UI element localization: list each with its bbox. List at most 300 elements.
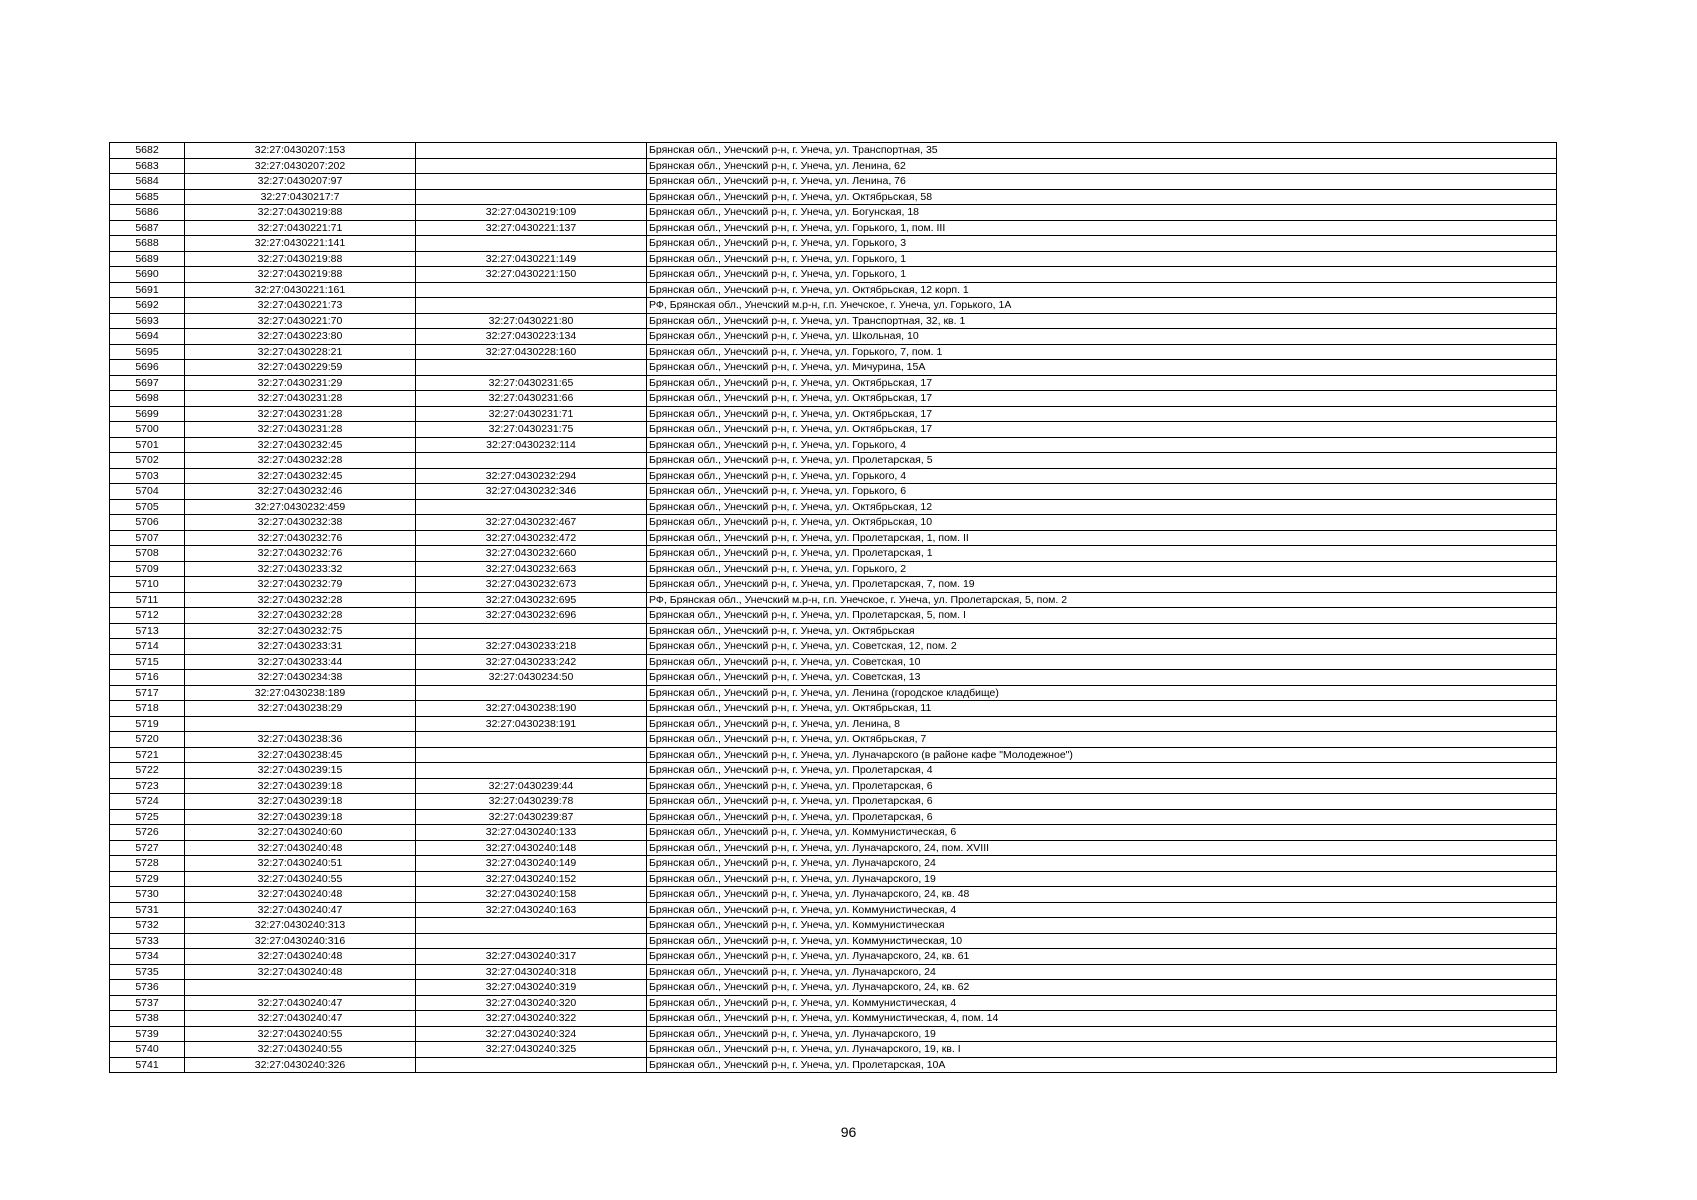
related-cadastral-number-cell: 32:27:0430221:137 — [416, 220, 647, 236]
row-number-cell: 5741 — [110, 1057, 185, 1073]
address-cell: Брянская обл., Унечский р-н, г. Унеча, ул. Октябрьская, 7 — [647, 732, 1557, 748]
table-row — [110, 592, 1557, 608]
row-number-cell: 5709 — [110, 561, 185, 577]
row-number-cell: 5691 — [110, 282, 185, 298]
table-row — [110, 515, 1557, 531]
address-cell: Брянская обл., Унечский р-н, г. Унеча, ул. Октябрьская, 58 — [647, 189, 1557, 205]
address-cell: Брянская обл., Унечский р-н, г. Унеча, ул. Горького, 6 — [647, 484, 1557, 500]
row-number-cell: 5722 — [110, 763, 185, 779]
cadastral-number-cell: 32:27:0430233:44 — [185, 654, 416, 670]
address-cell: Брянская обл., Унечский р-н, г. Унеча, ул. Коммунистическая, 6 — [647, 825, 1557, 841]
related-cadastral-number-cell — [416, 360, 647, 376]
related-cadastral-number-cell: 32:27:0430240:163 — [416, 902, 647, 918]
cadastral-number-cell: 32:27:0430240:48 — [185, 840, 416, 856]
table-body — [110, 143, 1557, 1073]
row-number-cell: 5699 — [110, 406, 185, 422]
address-cell: Брянская обл., Унечский р-н, г. Унеча, ул. Советская, 13 — [647, 670, 1557, 686]
address-cell: Брянская обл., Унечский р-н, г. Унеча, ул. Луначарского, 24, кв. 48 — [647, 887, 1557, 903]
cadastral-number-cell: 32:27:0430221:71 — [185, 220, 416, 236]
table-row — [110, 639, 1557, 655]
cadastral-number-cell: 32:27:0430219:88 — [185, 251, 416, 267]
row-number-cell: 5718 — [110, 701, 185, 717]
address-cell: Брянская обл., Унечский р-н, г. Унеча, ул. Пролетарская, 6 — [647, 778, 1557, 794]
row-number-cell: 5705 — [110, 499, 185, 515]
cadastral-number-cell: 32:27:0430239:15 — [185, 763, 416, 779]
cadastral-number-cell: 32:27:0430219:88 — [185, 267, 416, 283]
row-number-cell: 5724 — [110, 794, 185, 810]
row-number-cell: 5714 — [110, 639, 185, 655]
cadastral-number-cell: 32:27:0430232:75 — [185, 623, 416, 639]
table-row — [110, 158, 1557, 174]
row-number-cell: 5727 — [110, 840, 185, 856]
address-cell: Брянская обл., Унечский р-н, г. Унеча, ул. Горького, 1 — [647, 267, 1557, 283]
table-row — [110, 189, 1557, 205]
cadastral-number-cell: 32:27:0430207:97 — [185, 174, 416, 190]
row-number-cell: 5701 — [110, 437, 185, 453]
cadastral-number-cell: 32:27:0430232:45 — [185, 468, 416, 484]
row-number-cell: 5716 — [110, 670, 185, 686]
address-cell: Брянская обл., Унечский р-н, г. Унеча, ул. Ленина, 62 — [647, 158, 1557, 174]
cadastral-number-cell: 32:27:0430240:55 — [185, 871, 416, 887]
related-cadastral-number-cell: 32:27:0430239:78 — [416, 794, 647, 810]
related-cadastral-number-cell: 32:27:0430240:324 — [416, 1026, 647, 1042]
cadastral-number-cell: 32:27:0430240:51 — [185, 856, 416, 872]
related-cadastral-number-cell: 32:27:0430232:346 — [416, 484, 647, 500]
related-cadastral-number-cell: 32:27:0430239:44 — [416, 778, 647, 794]
table-row — [110, 887, 1557, 903]
address-cell: Брянская обл., Унечский р-н, г. Унеча, ул. Коммунистическая, 4 — [647, 995, 1557, 1011]
cadastral-number-cell: 32:27:0430219:88 — [185, 205, 416, 221]
address-cell: РФ, Брянская обл., Унечский м.р-н, г.п. Унечское, г. Унеча, ул. Пролетарская, 5, пом. 2 — [647, 592, 1557, 608]
property-registry-table — [109, 142, 1557, 1073]
row-number-cell: 5720 — [110, 732, 185, 748]
address-cell: Брянская обл., Унечский р-н, г. Унеча, ул. Октябрьская, 17 — [647, 422, 1557, 438]
related-cadastral-number-cell: 32:27:0430232:695 — [416, 592, 647, 608]
address-cell: Брянская обл., Унечский р-н, г. Унеча, ул. Горького, 7, пом. 1 — [647, 344, 1557, 360]
address-cell: Брянская обл., Унечский р-н, г. Унеча, ул. Пролетарская, 6 — [647, 794, 1557, 810]
cadastral-number-cell: 32:27:0430228:21 — [185, 344, 416, 360]
related-cadastral-number-cell: 32:27:0430240:317 — [416, 949, 647, 965]
related-cadastral-number-cell — [416, 282, 647, 298]
row-number-cell: 5732 — [110, 918, 185, 934]
related-cadastral-number-cell — [416, 236, 647, 252]
address-cell: Брянская обл., Унечский р-н, г. Унеча, ул. Транспортная, 32, кв. 1 — [647, 313, 1557, 329]
address-cell: Брянская обл., Унечский р-н, г. Унеча, ул. Луначарского, 24 — [647, 964, 1557, 980]
table-row — [110, 205, 1557, 221]
address-cell: Брянская обл., Унечский р-н, г. Унеча, ул. Коммунистическая, 4, пом. 14 — [647, 1011, 1557, 1027]
address-cell: Брянская обл., Унечский р-н, г. Унеча, ул. Луначарского, 24 — [647, 856, 1557, 872]
row-number-cell: 5737 — [110, 995, 185, 1011]
row-number-cell: 5728 — [110, 856, 185, 872]
address-cell: Брянская обл., Унечский р-н, г. Унеча, ул. Ленина, 8 — [647, 716, 1557, 732]
related-cadastral-number-cell: 32:27:0430232:660 — [416, 546, 647, 562]
cadastral-number-cell: 32:27:0430238:45 — [185, 747, 416, 763]
related-cadastral-number-cell — [416, 453, 647, 469]
cadastral-number-cell: 32:27:0430231:29 — [185, 375, 416, 391]
row-number-cell: 5739 — [110, 1026, 185, 1042]
address-cell: Брянская обл., Унечский р-н, г. Унеча, ул. Пролетарская, 10А — [647, 1057, 1557, 1073]
related-cadastral-number-cell: 32:27:0430232:472 — [416, 530, 647, 546]
table-row — [110, 902, 1557, 918]
table-row — [110, 499, 1557, 515]
related-cadastral-number-cell — [416, 189, 647, 205]
address-cell: Брянская обл., Унечский р-н, г. Унеча, ул. Коммунистическая, 10 — [647, 933, 1557, 949]
table-row — [110, 530, 1557, 546]
address-cell: Брянская обл., Унечский р-н, г. Унеча, ул. Горького, 2 — [647, 561, 1557, 577]
cadastral-number-cell: 32:27:0430240:313 — [185, 918, 416, 934]
cadastral-number-cell: 32:27:0430239:18 — [185, 778, 416, 794]
related-cadastral-number-cell — [416, 158, 647, 174]
cadastral-number-cell: 32:27:0430232:46 — [185, 484, 416, 500]
table-row — [110, 670, 1557, 686]
related-cadastral-number-cell: 32:27:0430240:149 — [416, 856, 647, 872]
row-number-cell: 5731 — [110, 902, 185, 918]
related-cadastral-number-cell: 32:27:0430231:66 — [416, 391, 647, 407]
table-row — [110, 143, 1557, 159]
related-cadastral-number-cell — [416, 732, 647, 748]
cadastral-number-cell: 32:27:0430240:47 — [185, 995, 416, 1011]
cadastral-number-cell: 32:27:0430240:60 — [185, 825, 416, 841]
address-cell: Брянская обл., Унечский р-н, г. Унеча, ул. Луначарского, 24, пом. XVIII — [647, 840, 1557, 856]
related-cadastral-number-cell: 32:27:0430232:663 — [416, 561, 647, 577]
cadastral-number-cell: 32:27:0430232:28 — [185, 608, 416, 624]
table-row — [110, 1042, 1557, 1058]
related-cadastral-number-cell — [416, 174, 647, 190]
address-cell: Брянская обл., Унечский р-н, г. Унеча, ул. Луначарского, 19, кв. I — [647, 1042, 1557, 1058]
row-number-cell: 5706 — [110, 515, 185, 531]
address-cell: Брянская обл., Унечский р-н, г. Унеча, ул. Октябрьская — [647, 623, 1557, 639]
cadastral-number-cell: 32:27:0430223:80 — [185, 329, 416, 345]
address-cell: Брянская обл., Унечский р-н, г. Унеча, ул. Горького, 1, пом. III — [647, 220, 1557, 236]
row-number-cell: 5712 — [110, 608, 185, 624]
table-row — [110, 546, 1557, 562]
table-row — [110, 174, 1557, 190]
address-cell: Брянская обл., Унечский р-н, г. Унеча, ул. Пролетарская, 4 — [647, 763, 1557, 779]
row-number-cell: 5683 — [110, 158, 185, 174]
cadastral-number-cell: 32:27:0430232:28 — [185, 592, 416, 608]
table-row — [110, 809, 1557, 825]
row-number-cell: 5695 — [110, 344, 185, 360]
address-cell: Брянская обл., Унечский р-н, г. Унеча, ул. Мичурина, 15А — [647, 360, 1557, 376]
address-cell: Брянская обл., Унечский р-н, г. Унеча, ул. Ленина, 76 — [647, 174, 1557, 190]
related-cadastral-number-cell: 32:27:0430240:148 — [416, 840, 647, 856]
cadastral-number-cell: 32:27:0430221:141 — [185, 236, 416, 252]
table-row — [110, 220, 1557, 236]
cadastral-number-cell: 32:27:0430232:45 — [185, 437, 416, 453]
cadastral-number-cell: 32:27:0430240:55 — [185, 1026, 416, 1042]
table-row — [110, 716, 1557, 732]
table-row — [110, 701, 1557, 717]
address-cell: Брянская обл., Унечский р-н, г. Унеча, ул. Горького, 3 — [647, 236, 1557, 252]
table-row — [110, 437, 1557, 453]
row-number-cell: 5710 — [110, 577, 185, 593]
cadastral-number-cell: 32:27:0430238:36 — [185, 732, 416, 748]
related-cadastral-number-cell: 32:27:0430240:320 — [416, 995, 647, 1011]
row-number-cell: 5684 — [110, 174, 185, 190]
table-row — [110, 933, 1557, 949]
table-row — [110, 313, 1557, 329]
table-row — [110, 360, 1557, 376]
table-row — [110, 654, 1557, 670]
address-cell: РФ, Брянская обл., Унечский м.р-н, г.п. Унечское, г. Унеча, ул. Горького, 1А — [647, 298, 1557, 314]
table-row — [110, 856, 1557, 872]
table-row — [110, 964, 1557, 980]
cadastral-number-cell: 32:27:0430232:459 — [185, 499, 416, 515]
table-row — [110, 778, 1557, 794]
table-row — [110, 980, 1557, 996]
address-cell: Брянская обл., Унечский р-н, г. Унеча, ул. Октябрьская, 10 — [647, 515, 1557, 531]
cadastral-number-cell: 32:27:0430231:28 — [185, 422, 416, 438]
related-cadastral-number-cell: 32:27:0430221:149 — [416, 251, 647, 267]
cadastral-number-cell: 32:27:0430221:161 — [185, 282, 416, 298]
cadastral-number-cell: 32:27:0430231:28 — [185, 391, 416, 407]
related-cadastral-number-cell: 32:27:0430221:150 — [416, 267, 647, 283]
related-cadastral-number-cell — [416, 143, 647, 159]
table-row — [110, 871, 1557, 887]
row-number-cell: 5726 — [110, 825, 185, 841]
row-number-cell: 5736 — [110, 980, 185, 996]
page-number: 96 — [840, 1124, 857, 1140]
table-row — [110, 391, 1557, 407]
cadastral-number-cell: 32:27:0430232:76 — [185, 546, 416, 562]
table-row — [110, 422, 1557, 438]
cadastral-number-cell: 32:27:0430231:28 — [185, 406, 416, 422]
row-number-cell: 5738 — [110, 1011, 185, 1027]
related-cadastral-number-cell: 32:27:0430234:50 — [416, 670, 647, 686]
related-cadastral-number-cell — [416, 298, 647, 314]
row-number-cell: 5735 — [110, 964, 185, 980]
related-cadastral-number-cell: 32:27:0430240:158 — [416, 887, 647, 903]
related-cadastral-number-cell — [416, 1057, 647, 1073]
row-number-cell: 5700 — [110, 422, 185, 438]
cadastral-number-cell: 32:27:0430240:48 — [185, 964, 416, 980]
cadastral-number-cell: 32:27:0430229:59 — [185, 360, 416, 376]
related-cadastral-number-cell: 32:27:0430238:190 — [416, 701, 647, 717]
related-cadastral-number-cell: 32:27:0430232:114 — [416, 437, 647, 453]
address-cell: Брянская обл., Унечский р-н, г. Унеча, ул. Луначарского (в районе кафе "Молодежное") — [647, 747, 1557, 763]
row-number-cell: 5711 — [110, 592, 185, 608]
address-cell: Брянская обл., Унечский р-н, г. Унеча, ул. Пролетарская, 6 — [647, 809, 1557, 825]
cadastral-number-cell: 32:27:0430239:18 — [185, 809, 416, 825]
row-number-cell: 5692 — [110, 298, 185, 314]
address-cell: Брянская обл., Унечский р-н, г. Унеча, ул. Луначарского, 19 — [647, 871, 1557, 887]
address-cell: Брянская обл., Унечский р-н, г. Унеча, ул. Октябрьская, 17 — [647, 391, 1557, 407]
table-row — [110, 298, 1557, 314]
table-row — [110, 344, 1557, 360]
table-row — [110, 825, 1557, 841]
cadastral-number-cell: 32:27:0430240:47 — [185, 1011, 416, 1027]
related-cadastral-number-cell: 32:27:0430231:65 — [416, 375, 647, 391]
table-row — [110, 267, 1557, 283]
table-row — [110, 608, 1557, 624]
address-cell: Брянская обл., Унечский р-н, г. Унеча, ул. Коммунистическая, 4 — [647, 902, 1557, 918]
cadastral-number-cell: 32:27:0430217:7 — [185, 189, 416, 205]
cadastral-number-cell: 32:27:0430239:18 — [185, 794, 416, 810]
table-row — [110, 995, 1557, 1011]
related-cadastral-number-cell: 32:27:0430219:109 — [416, 205, 647, 221]
related-cadastral-number-cell: 32:27:0430221:80 — [416, 313, 647, 329]
cadastral-number-cell: 32:27:0430240:326 — [185, 1057, 416, 1073]
cadastral-number-cell: 32:27:0430232:28 — [185, 453, 416, 469]
table-row — [110, 236, 1557, 252]
row-number-cell: 5723 — [110, 778, 185, 794]
cadastral-number-cell: 32:27:0430232:76 — [185, 530, 416, 546]
row-number-cell: 5697 — [110, 375, 185, 391]
table-row — [110, 949, 1557, 965]
related-cadastral-number-cell: 32:27:0430232:467 — [416, 515, 647, 531]
table-row — [110, 561, 1557, 577]
row-number-cell: 5702 — [110, 453, 185, 469]
address-cell: Брянская обл., Унечский р-н, г. Унеча, ул. Горького, 4 — [647, 468, 1557, 484]
table-row — [110, 468, 1557, 484]
related-cadastral-number-cell: 32:27:0430231:75 — [416, 422, 647, 438]
row-number-cell: 5713 — [110, 623, 185, 639]
cadastral-number-cell: 32:27:0430232:38 — [185, 515, 416, 531]
row-number-cell: 5717 — [110, 685, 185, 701]
table-row — [110, 918, 1557, 934]
row-number-cell: 5725 — [110, 809, 185, 825]
address-cell: Брянская обл., Унечский р-н, г. Унеча, ул. Пролетарская, 1 — [647, 546, 1557, 562]
address-cell: Брянская обл., Унечский р-н, г. Унеча, ул. Октябрьская, 17 — [647, 406, 1557, 422]
address-cell: Брянская обл., Унечский р-н, г. Унеча, ул. Пролетарская, 5, пом. I — [647, 608, 1557, 624]
row-number-cell: 5685 — [110, 189, 185, 205]
address-cell: Брянская обл., Унечский р-н, г. Унеча, ул. Пролетарская, 1, пом. II — [647, 530, 1557, 546]
cadastral-number-cell: 32:27:0430240:48 — [185, 949, 416, 965]
related-cadastral-number-cell: 32:27:0430233:242 — [416, 654, 647, 670]
related-cadastral-number-cell: 32:27:0430239:87 — [416, 809, 647, 825]
row-number-cell: 5733 — [110, 933, 185, 949]
row-number-cell: 5682 — [110, 143, 185, 159]
cadastral-number-cell: 32:27:0430234:38 — [185, 670, 416, 686]
related-cadastral-number-cell: 32:27:0430240:322 — [416, 1011, 647, 1027]
related-cadastral-number-cell: 32:27:0430223:134 — [416, 329, 647, 345]
table-row — [110, 577, 1557, 593]
row-number-cell: 5708 — [110, 546, 185, 562]
related-cadastral-number-cell: 32:27:0430232:673 — [416, 577, 647, 593]
cadastral-number-cell: 32:27:0430221:70 — [185, 313, 416, 329]
row-number-cell: 5734 — [110, 949, 185, 965]
address-cell: Брянская обл., Унечский р-н, г. Унеча, ул. Советская, 12, пом. 2 — [647, 639, 1557, 655]
related-cadastral-number-cell: 32:27:0430240:133 — [416, 825, 647, 841]
address-cell: Брянская обл., Унечский р-н, г. Унеча, ул. Пролетарская, 7, пом. 19 — [647, 577, 1557, 593]
address-cell: Брянская обл., Унечский р-н, г. Унеча, ул. Богунская, 18 — [647, 205, 1557, 221]
table-row — [110, 453, 1557, 469]
table-row — [110, 1011, 1557, 1027]
address-cell: Брянская обл., Унечский р-н, г. Унеча, ул. Горького, 4 — [647, 437, 1557, 453]
address-cell: Брянская обл., Унечский р-н, г. Унеча, ул. Школьная, 10 — [647, 329, 1557, 345]
row-number-cell: 5719 — [110, 716, 185, 732]
row-number-cell: 5689 — [110, 251, 185, 267]
address-cell: Брянская обл., Унечский р-н, г. Унеча, ул. Советская, 10 — [647, 654, 1557, 670]
row-number-cell: 5730 — [110, 887, 185, 903]
table-row — [110, 406, 1557, 422]
address-cell: Брянская обл., Унечский р-н, г. Унеча, ул. Октябрьская, 12 — [647, 499, 1557, 515]
related-cadastral-number-cell — [416, 933, 647, 949]
row-number-cell: 5704 — [110, 484, 185, 500]
address-cell: Брянская обл., Унечский р-н, г. Унеча, ул. Пролетарская, 5 — [647, 453, 1557, 469]
cadastral-number-cell: 32:27:0430240:47 — [185, 902, 416, 918]
row-number-cell: 5690 — [110, 267, 185, 283]
address-cell: Брянская обл., Унечский р-н, г. Унеча, ул. Луначарского, 19 — [647, 1026, 1557, 1042]
cadastral-number-cell: 32:27:0430207:153 — [185, 143, 416, 159]
cadastral-number-cell: 32:27:0430207:202 — [185, 158, 416, 174]
row-number-cell: 5698 — [110, 391, 185, 407]
table-row — [110, 763, 1557, 779]
row-number-cell: 5687 — [110, 220, 185, 236]
address-cell: Брянская обл., Унечский р-н, г. Унеча, ул. Горького, 1 — [647, 251, 1557, 267]
cadastral-number-cell — [185, 980, 416, 996]
table-row — [110, 1057, 1557, 1073]
table-row — [110, 732, 1557, 748]
row-number-cell: 5721 — [110, 747, 185, 763]
address-cell: Брянская обл., Унечский р-н, г. Унеча, ул. Луначарского, 24, кв. 62 — [647, 980, 1557, 996]
row-number-cell: 5707 — [110, 530, 185, 546]
address-cell: Брянская обл., Унечский р-н, г. Унеча, ул. Октябрьская, 11 — [647, 701, 1557, 717]
row-number-cell: 5696 — [110, 360, 185, 376]
row-number-cell: 5740 — [110, 1042, 185, 1058]
row-number-cell: 5688 — [110, 236, 185, 252]
address-cell: Брянская обл., Унечский р-н, г. Унеча, ул. Ленина (городское кладбище) — [647, 685, 1557, 701]
table-row — [110, 747, 1557, 763]
cadastral-number-cell — [185, 716, 416, 732]
row-number-cell: 5693 — [110, 313, 185, 329]
cadastral-number-cell: 32:27:0430238:29 — [185, 701, 416, 717]
related-cadastral-number-cell: 32:27:0430233:218 — [416, 639, 647, 655]
table-row — [110, 251, 1557, 267]
related-cadastral-number-cell: 32:27:0430238:191 — [416, 716, 647, 732]
cadastral-number-cell: 32:27:0430221:73 — [185, 298, 416, 314]
address-cell: Брянская обл., Унечский р-н, г. Унеча, ул. Октябрьская, 12 корп. 1 — [647, 282, 1557, 298]
related-cadastral-number-cell: 32:27:0430240:325 — [416, 1042, 647, 1058]
row-number-cell: 5715 — [110, 654, 185, 670]
cadastral-number-cell: 32:27:0430240:316 — [185, 933, 416, 949]
related-cadastral-number-cell: 32:27:0430240:319 — [416, 980, 647, 996]
table-row — [110, 375, 1557, 391]
address-cell: Брянская обл., Унечский р-н, г. Унеча, ул. Коммунистическая — [647, 918, 1557, 934]
related-cadastral-number-cell: 32:27:0430232:696 — [416, 608, 647, 624]
cadastral-number-cell: 32:27:0430240:55 — [185, 1042, 416, 1058]
table-row — [110, 623, 1557, 639]
row-number-cell: 5703 — [110, 468, 185, 484]
cadastral-number-cell: 32:27:0430233:31 — [185, 639, 416, 655]
related-cadastral-number-cell — [416, 685, 647, 701]
related-cadastral-number-cell: 32:27:0430231:71 — [416, 406, 647, 422]
table-row — [110, 685, 1557, 701]
related-cadastral-number-cell — [416, 499, 647, 515]
related-cadastral-number-cell — [416, 763, 647, 779]
related-cadastral-number-cell — [416, 623, 647, 639]
row-number-cell: 5686 — [110, 205, 185, 221]
table-row — [110, 329, 1557, 345]
cadastral-number-cell: 32:27:0430238:189 — [185, 685, 416, 701]
cadastral-number-cell: 32:27:0430232:79 — [185, 577, 416, 593]
related-cadastral-number-cell: 32:27:0430232:294 — [416, 468, 647, 484]
address-cell: Брянская обл., Унечский р-н, г. Унеча, ул. Октябрьская, 17 — [647, 375, 1557, 391]
related-cadastral-number-cell: 32:27:0430228:160 — [416, 344, 647, 360]
table-row — [110, 484, 1557, 500]
related-cadastral-number-cell: 32:27:0430240:152 — [416, 871, 647, 887]
related-cadastral-number-cell — [416, 747, 647, 763]
table-row — [110, 840, 1557, 856]
address-cell: Брянская обл., Унечский р-н, г. Унеча, ул. Луначарского, 24, кв. 61 — [647, 949, 1557, 965]
table-row — [110, 794, 1557, 810]
table-row — [110, 1026, 1557, 1042]
address-cell: Брянская обл., Унечский р-н, г. Унеча, ул. Транспортная, 35 — [647, 143, 1557, 159]
related-cadastral-number-cell: 32:27:0430240:318 — [416, 964, 647, 980]
cadastral-number-cell: 32:27:0430233:32 — [185, 561, 416, 577]
table-row — [110, 282, 1557, 298]
row-number-cell: 5729 — [110, 871, 185, 887]
